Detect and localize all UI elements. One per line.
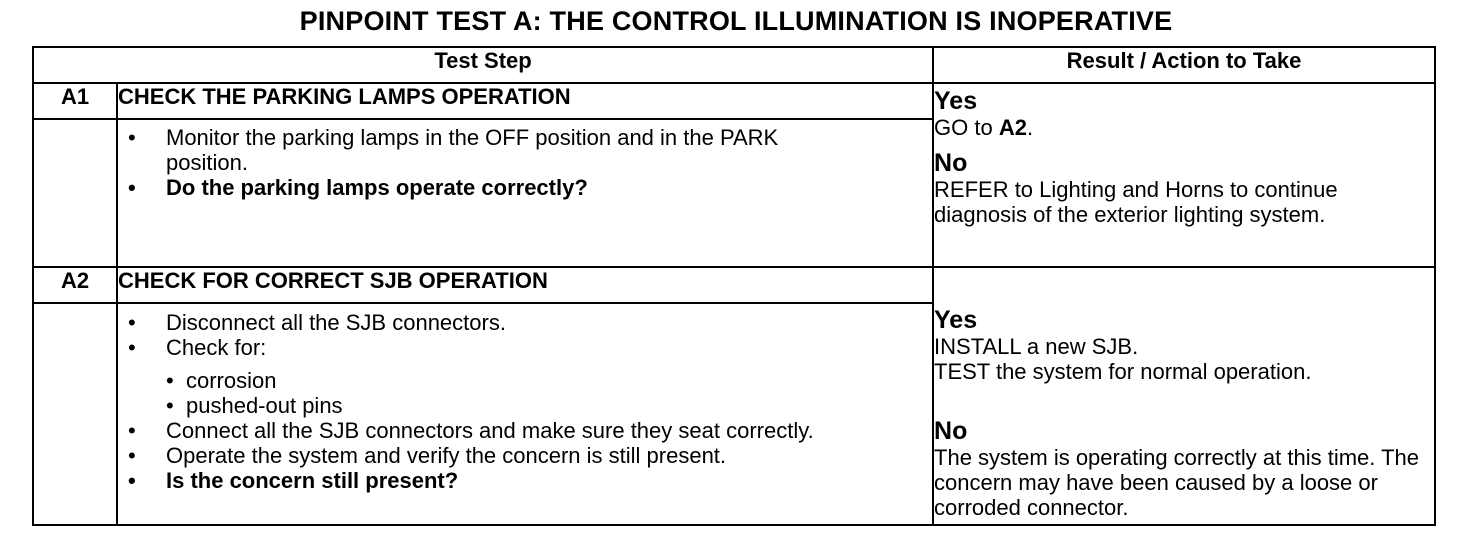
bullet-a2-4: • Operate the system and verify the concern is still present. [118, 443, 932, 468]
no-action-a1: REFER to Lighting and Horns to continue diagnosis of the exterior lighting system. [934, 177, 1338, 227]
bullet-a1-2: • Do the parking lamps operate correctly? [118, 175, 932, 200]
step-a2-body [117, 303, 933, 525]
sub-bullet-pushed-out-pins: • pushed-out pins [166, 393, 932, 418]
no-action-a2: The system is operating correctly at this time. The concern may have been caused by a loose or corroded connector. [934, 445, 1420, 520]
yes-action-a2-1: INSTALL a new SJB. [934, 334, 1139, 359]
bullet-a2-3: • Connect all the SJB connectors and make sure they seat correctly. [118, 418, 816, 443]
step-title-a1: CHECK THE PARKING LAMPS OPERATION [117, 83, 933, 119]
result-header: Result / Action to Take [933, 47, 1435, 83]
test-step-header: Test Step [33, 47, 933, 83]
step-a1-result [933, 83, 1435, 267]
yes-action-a1 [934, 115, 1434, 140]
check-for-sublist [166, 368, 932, 418]
step-a2-result [933, 267, 1435, 525]
step-a2-title-row [33, 267, 1435, 303]
header-row [33, 47, 1435, 83]
yes-action-a2-2: TEST the system for normal operation. [934, 359, 1312, 384]
step-id-a2: A2 [33, 267, 117, 303]
bullet-a2-5: • Is the concern still present? [118, 468, 932, 493]
step-a1-blank-cell [33, 119, 117, 267]
bullet-a2-2 [118, 335, 932, 418]
step-a1-title-row [33, 83, 1435, 119]
page-title: PINPOINT TEST A: THE CONTROL ILLUMINATION IS INOPERATIVE [299, 6, 1173, 36]
bullet-a2-2-text: Check for: [166, 335, 267, 360]
yes-label-a1: Yes [934, 87, 978, 115]
step-a1-body [117, 119, 933, 267]
goto-target-a1: A2 [998, 115, 1027, 140]
step-id-a1: A1 [33, 83, 117, 119]
yes-end-a1: . [1026, 115, 1034, 140]
step-a2-blank-cell [33, 303, 117, 525]
sub-bullet-corrosion: • corrosion [166, 368, 932, 393]
bullet-a2-1: • Disconnect all the SJB connectors. [118, 310, 932, 335]
no-label-a2: No [934, 417, 968, 445]
bullet-a1-1: • Monitor the parking lamps in the OFF position and in the PARK position. [118, 125, 866, 175]
pinpoint-test-table [32, 46, 1436, 526]
yes-text-a1: GO to [934, 115, 993, 140]
no-label-a1: No [934, 149, 968, 177]
step-title-a2: CHECK FOR CORRECT SJB OPERATION [117, 267, 933, 303]
yes-label-a2: Yes [934, 306, 978, 334]
